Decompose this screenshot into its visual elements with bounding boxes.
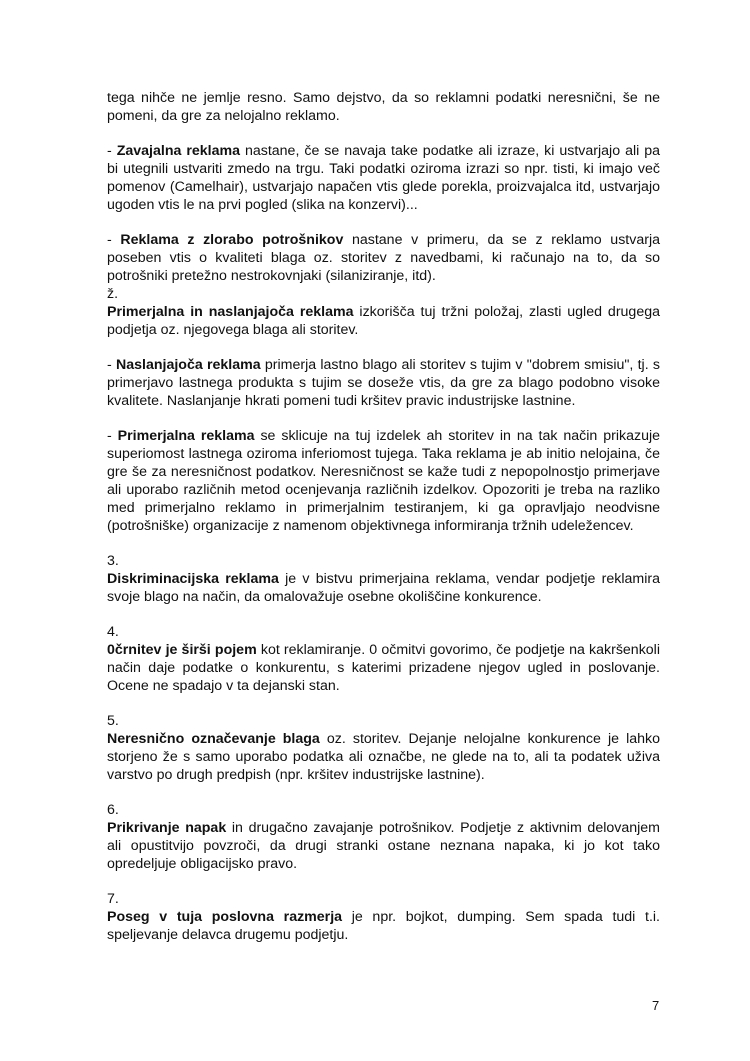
paragraph-text: tega nihče ne jemlje resno. Samo dejstvo, da so reklamni podatki neresnični, še ne pomeni, da gre za nelojalno reklamo. [107, 90, 660, 124]
paragraph-text: oz. storitev. Dejanje nelojalne konkurence je lahko storjeno že s samo uporabo podatka ali označbe, ne glede na to, ali ta podatek uživa varstvo po drugh predpish (npr. kršitev industrijske lastnine). [107, 731, 660, 783]
term-heading: Prikrivanje napak [107, 820, 227, 836]
paragraph-text: je npr. bojkot, dumping. Sem spada tudi t.i. speljevanje delavca drugemu podjetju. [107, 909, 660, 943]
paragraph-primerjalna-in-naslanjajoca [107, 285, 660, 339]
section-number: 7. [107, 891, 119, 907]
bullet-dash: - [107, 232, 121, 248]
term-heading: Poseg v tuja poslovna razmerja [107, 909, 343, 925]
document-page-body [107, 89, 660, 961]
term-heading: Reklama z zlorabo potrošnikov [120, 232, 344, 248]
paragraph-continuation [107, 89, 660, 125]
paragraph-text: nastane v primeru, da se z reklamo ustvarja poseben vtis o kvaliteti blaga oz. storitev z navedbami, ki računajo na to, da so potrošniki pretežno nestrokovnjaki (silaniziranje, itd). [107, 232, 660, 284]
bullet-dash: - [107, 143, 117, 159]
paragraph-text: kot reklamiranje. 0 očmitvi govorimo, če podjetje na kakršenkoli način daje podatke o konkurentu, s katerimi prizadene njegov ugled in poslovanje. Ocene ne spadajo v ta dejanski stan. [107, 642, 660, 694]
paragraph-reklama-z-zlorabo [107, 231, 660, 285]
term-heading: Primerjalna reklama [117, 428, 255, 444]
section-number: 3. [107, 553, 119, 569]
paragraph-naslanjajoca-reklama [107, 356, 660, 410]
paragraph-neresnicno-oznacevanje [107, 712, 660, 784]
term-heading: Naslanjajoča reklama [115, 357, 261, 373]
section-number: 5. [107, 713, 119, 729]
paragraph-poseg-v-tuja-razmerja [107, 890, 660, 944]
term-heading: Primerjalna in naslanjajoča reklama [107, 304, 354, 320]
term-heading: Diskriminacijska reklama [107, 571, 279, 587]
paragraph-prikrivanje-napak [107, 801, 660, 873]
paragraph-text: primerja lastno blago ali storitev s tujim v "dobrem smisiu", tj. s primerjavo lastnega produkta s tujim se doseže vtis, da gre za blago podobno visoke kvalitete. Naslanjanje hkrati pomeni tudi kršitev pravic industrijske lastnine. [107, 357, 660, 409]
section-number: 6. [107, 802, 119, 818]
paragraph-text: izkorišča tuj tržni položaj, zlasti ugled drugega podjetja oz. njegovega blaga ali storitev. [107, 304, 660, 338]
bullet-dash: - [107, 428, 118, 444]
section-number: 4. [107, 624, 119, 640]
term-heading: 0črnitev je širši pojem [107, 642, 257, 658]
paragraph-ocrnitev [107, 623, 660, 695]
page-number: 7 [652, 998, 660, 1013]
paragraph-text: in drugačno zavajanje potrošnikov. Podjetje z aktivnim delovanjem ali opustitvijo povzroči, da drugi stranki ostane neznana napaka, ki jo kot tako opredeljuje obligacijsko pravo. [107, 820, 660, 872]
paragraph-text: nastane, če se navaja take podatke ali izraze, ki ustvarjajo ali pa bi utegnili ustvariti zmedo na trgu. Taki podatki oziroma izrazi so npr. tisti, ki imajo več pomenov (Camelhair), ustvarjajo napačen vtis glede porekla, proizvajalca itd, ustvarjajo ugoden vtis le na prvi pogled (slika na konzervi)... [107, 143, 661, 213]
term-heading: Zavajalna reklama [116, 143, 240, 159]
paragraph-text: se sklicuje na tuj izdelek ah storitev in na tak način prikazuje superiomost lastnega oziroma inferiomost tujega. Taka reklama je ab initio nelojaina, če gre še za neresničnost podatkov. Neresničnost se kaže tudi z nepopolnostjo primerjave ali uporabo različnih metod ocenjevanja različnih izdelkov. Opozoriti je treba na razliko med primerjalno reklamo in primerjalnim testiranjem, ki ga opravljajo neodvisne (potrošniške) organizacije z namenom objektivnega informiranja tržnih udeležencev. [107, 428, 660, 534]
section-number: ž. [107, 286, 119, 302]
paragraph-diskriminacijska-reklama [107, 552, 660, 606]
paragraph-zavajalna-reklama [107, 142, 660, 214]
paragraph-text: je v bistvu primerjaina reklama, vendar podjetje reklamira svoje blago na način, da omalovažuje osebne okoliščine konkurence. [107, 571, 660, 605]
bullet-dash: - [107, 357, 116, 373]
paragraph-primerjalna-reklama [107, 427, 660, 535]
term-heading: Neresnično označevanje blaga [107, 731, 320, 747]
